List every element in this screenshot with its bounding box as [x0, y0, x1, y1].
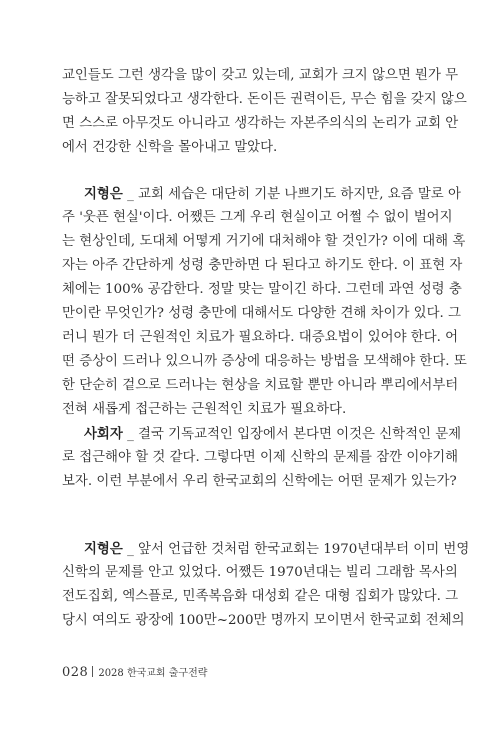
- text-line: 주 '웃픈 현실'이다. 어쨌든 그게 우리 현실이고 어쩔 수 없이 벌어지: [62, 210, 453, 225]
- text-line: 떤 증상이 드러나 있으니까 증상에 대응하는 방법을 모색해야 한다. 또: [62, 354, 467, 369]
- text-line: [62, 182, 461, 206]
- page-number: 028: [62, 665, 89, 680]
- text-line-content: _ 교회 세습은 대단히 기분 나쁘기도 하지만, 요즘 말로 아: [122, 187, 461, 202]
- text-line-content: _ 결국 기독교적인 입장에서 본다면 이것은 신학적인 문제: [122, 427, 462, 442]
- text-line: 한 단순히 겉으로 드러나는 현상을 치료할 뿐만 아니라 뿌리에서부터: [62, 378, 459, 393]
- text-line: 능하고 잘못되었다고 생각한다. 돈이든 권력이든, 무슨 힘을 갖지 않으: [62, 92, 467, 107]
- text-line: 자는 아주 간단하게 성령 충만하면 다 된다고 하기도 한다. 이 표현 자: [62, 258, 463, 273]
- text-line: [62, 537, 470, 561]
- text-line: 면 스스로 아무것도 아니라고 생각하는 자본주의식의 논리가 교회 안: [62, 116, 459, 131]
- text-line: 체에는 100% 공감한다. 정말 맞는 말이긴 하다. 그런데 과연 성령 충: [62, 282, 462, 297]
- text-line: 러니 뭔가 더 근원적인 치료가 필요하다. 대증요법이 있어야 한다. 어: [62, 330, 459, 345]
- page-footer: [62, 664, 207, 684]
- footer-divider: [92, 666, 93, 677]
- text-line: 로 접근해야 할 것 같다. 그렇다면 이제 신학의 문제를 잠깐 이야기해: [62, 450, 459, 465]
- text-line: 는 현상인데, 도대체 어떻게 거기에 대처해야 할 것인가? 이에 대해 혹: [62, 234, 466, 249]
- text-line: 전도집회, 엑스플로, 민족복음화 대성회 같은 대형 집회가 많았다. 그: [62, 589, 459, 604]
- text-line-content: _ 앞서 언급한 것처럼 한국교회는 1970년대부터 이미 번영: [122, 542, 470, 557]
- text-line: 교인들도 그런 생각을 많이 갖고 있는데, 교회가 크지 않으면 뭔가 무: [62, 68, 459, 83]
- speaker-name: 사회자: [84, 426, 123, 442]
- text-line: 신학의 문제를 안고 있었다. 어쨌든 1970년대는 빌리 그래함 목사의: [62, 565, 458, 580]
- text-line: 만이란 무엇인가? 성령 충만에 대해서도 다양한 견해 차이가 있다. 그: [62, 306, 461, 321]
- text-line: 보자. 이런 부분에서 우리 한국교회의 신학에는 어떤 문제가 있는가?: [62, 474, 457, 489]
- text-line: 당시 여의도 광장에 100만~200만 명까지 모이면서 한국교회 전체의: [62, 613, 465, 628]
- text-line: [62, 422, 462, 446]
- text-line: 전혀 새롭게 접근하는 근원적인 치료가 필요하다.: [62, 402, 347, 417]
- speaker-name: 지형은: [84, 541, 123, 557]
- book-title: 2028 한국교회 출구전략: [98, 668, 208, 679]
- speaker-name: 지형은: [84, 186, 123, 202]
- text-line: 에서 건강한 신학을 몰아내고 말았다.: [62, 140, 278, 155]
